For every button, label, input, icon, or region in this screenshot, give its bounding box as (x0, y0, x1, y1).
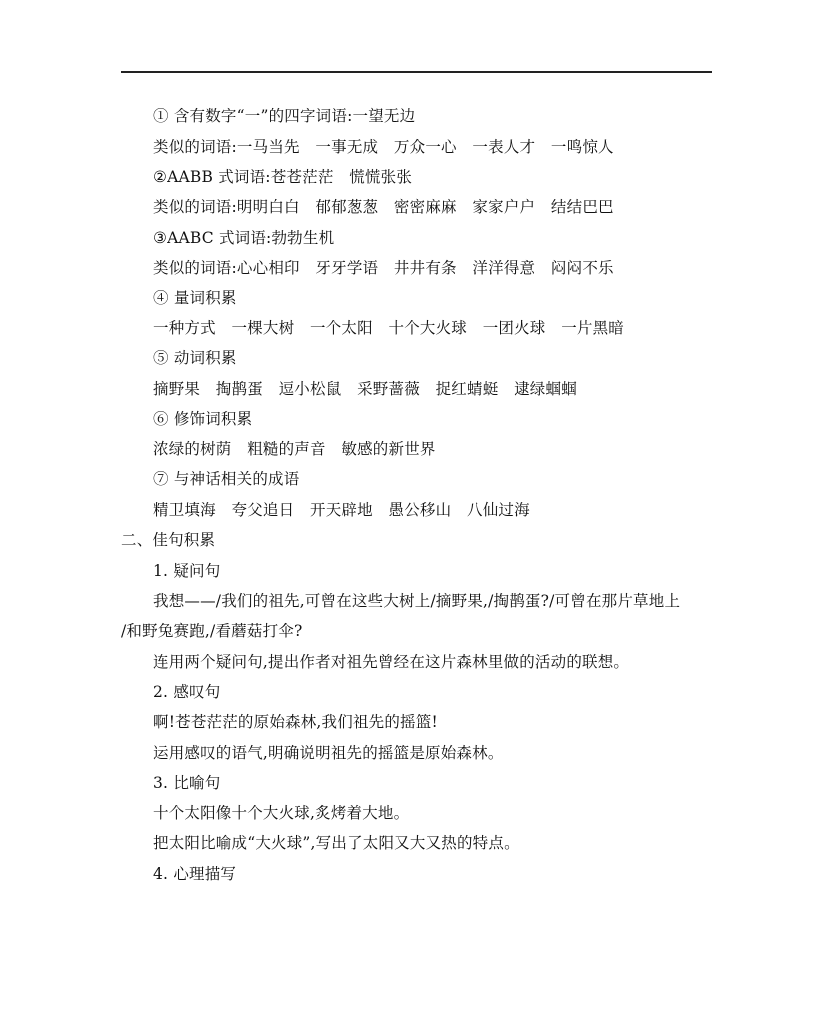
text-line: 精卫填海 夸父追日 开天辟地 愚公移山 八仙过海 (153, 501, 530, 519)
section-heading: 2. 感叹句 (153, 683, 221, 701)
text-line: /和野兔赛跑,/看蘑菇打伞? (121, 622, 303, 640)
text-line: 我想——/我们的祖先,可曾在这些大树上/摘野果,/掏鹊蛋?/可曾在那片草地上 (153, 592, 681, 610)
header-rule (121, 71, 712, 73)
text-line: 一种方式 一棵大树 一个太阳 十个大火球 一团火球 一片黑暗 (153, 319, 625, 337)
text-line: 运用感叹的语气,明确说明祖先的摇篮是原始森林。 (153, 744, 504, 762)
text-line: ②AABB 式词语:苍苍茫茫 慌慌张张 (153, 168, 413, 186)
chapter-heading: 二、佳句积累 (121, 531, 216, 549)
text-line: 摘野果 掏鹊蛋 逗小松鼠 采野蔷薇 捉红蜻蜓 逮绿蝈蝈 (153, 380, 577, 398)
text-line: 把太阳比喻成“大火球”,写出了太阳又大又热的特点。 (153, 834, 520, 852)
text-line: 啊!苍苍茫茫的原始森林,我们祖先的摇篮! (153, 713, 438, 731)
text-line: 连用两个疑问句,提出作者对祖先曾经在这片森林里做的活动的联想。 (153, 653, 630, 671)
section-heading: ⑤ 动词积累 (153, 349, 237, 367)
text-line: ① 含有数字“一”的四字词语:一望无边 (153, 107, 416, 125)
text-line: 浓绿的树荫 粗糙的声音 敏感的新世界 (153, 440, 436, 458)
text-line: ③AABC 式词语:勃勃生机 (153, 229, 335, 247)
section-heading: ⑦ 与神话相关的成语 (153, 470, 300, 488)
section-heading: 3. 比喻句 (153, 774, 221, 792)
section-heading: ④ 量词积累 (153, 289, 237, 307)
section-heading: 4. 心理描写 (153, 865, 237, 883)
text-line: 类似的词语:一马当先 一事无成 万众一心 一表人才 一鸣惊人 (153, 138, 614, 156)
text-line: 类似的词语:心心相印 牙牙学语 井井有条 洋洋得意 闷闷不乐 (153, 259, 614, 277)
text-line: 类似的词语:明明白白 郁郁葱葱 密密麻麻 家家户户 结结巴巴 (153, 198, 614, 216)
section-heading: ⑥ 修饰词积累 (153, 410, 253, 428)
section-heading: 1. 疑问句 (153, 562, 221, 580)
text-line: 十个太阳像十个大火球,炙烤着大地。 (153, 804, 410, 822)
